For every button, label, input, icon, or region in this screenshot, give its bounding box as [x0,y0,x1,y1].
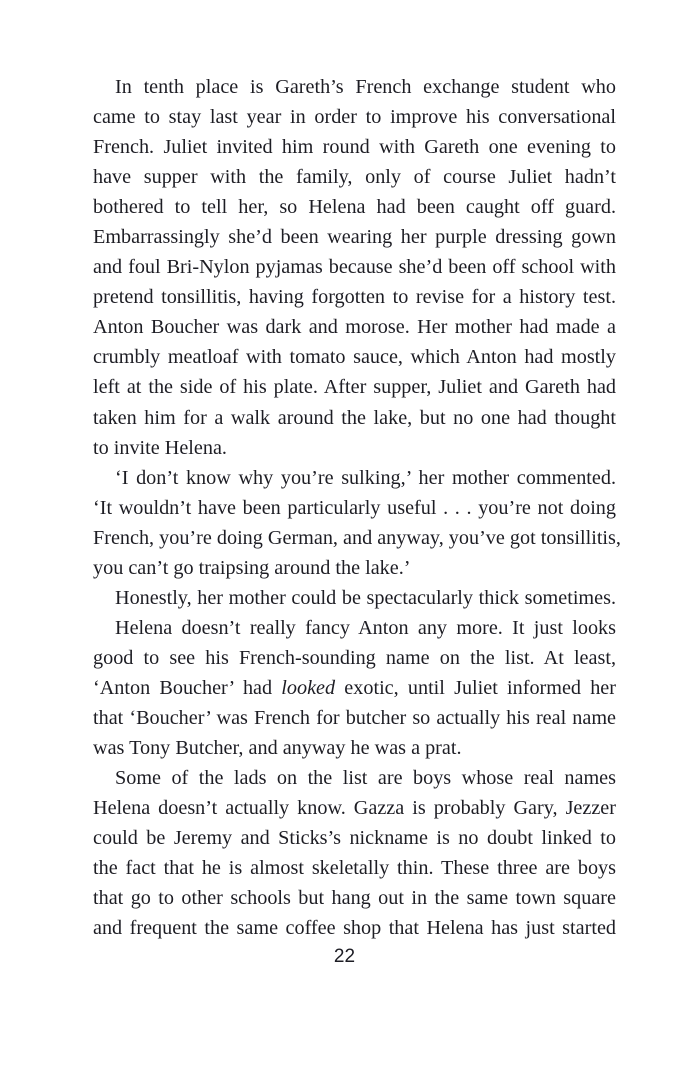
text-line: Some of the lads on the list are boys whose real names [115,767,616,790]
text-line: Helena doesn’t really fancy Anton any more. It just looks [115,616,616,639]
text-line: bothered to tell her, so Helena had been caught off guard. [93,196,616,219]
body-text [93,72,621,943]
text-line: Anton Boucher was dark and morose. Her mother had made a [93,316,616,339]
text-line: left at the side of his plate. After supper, Juliet and Gareth had [93,376,616,399]
text-line: and foul Bri-Nylon pyjamas because she’d been off school with [93,256,616,279]
text-line: have supper with the family, only of course Juliet hadn’t [93,166,616,189]
text-line: ‘Anton Boucher’ had looked exotic, until Juliet informed her [93,676,616,699]
page-number: 22 [333,946,356,967]
text-line: that ‘Boucher’ was French for butcher so actually his real name [93,706,616,729]
text-line: the fact that he is almost skeletally thin. These three are boys [93,857,616,880]
text-line: ‘It wouldn’t have been particularly useful . . . you’re not doing [93,496,616,519]
text-line: that go to other schools but hang out in the same town square [93,887,616,910]
text-line: Embarrassingly she’d been wearing her purple dressing gown [93,226,616,249]
text-line: could be Jeremy and Sticks’s nickname is no doubt linked to [93,827,616,850]
text-line: Helena doesn’t actually know. Gazza is probably Gary, Jezzer [93,797,616,820]
text-line: ‘I don’t know why you’re sulking,’ her mother commented. [115,466,616,489]
text-line: pretend tonsillitis, having forgotten to revise for a history test. [93,286,616,309]
text-line: French. Juliet invited him round with Gareth one evening to [93,136,616,159]
text-line: you can’t go traipsing around the lake.’ [93,556,411,579]
text-line: came to stay last year in order to improve his conversational [93,106,616,129]
text-line: to invite Helena. [93,436,227,459]
text-line: taken him for a walk around the lake, but no one had thought [93,406,616,429]
text-line: Honestly, her mother could be spectacularly thick sometimes. [115,586,616,609]
text-line: crumbly meatloaf with tomato sauce, which Anton had mostly [93,346,616,369]
text-line: French, you’re doing German, and anyway, you’ve got tonsillitis, [93,526,621,549]
text-line: good to see his French-sounding name on the list. At least, [93,646,616,669]
text-line: and frequent the same coffee shop that Helena has just started [93,917,616,940]
text-line: In tenth place is Gareth’s French exchange student who [115,76,616,98]
text-line: was Tony Butcher, and anyway he was a prat. [93,737,462,760]
